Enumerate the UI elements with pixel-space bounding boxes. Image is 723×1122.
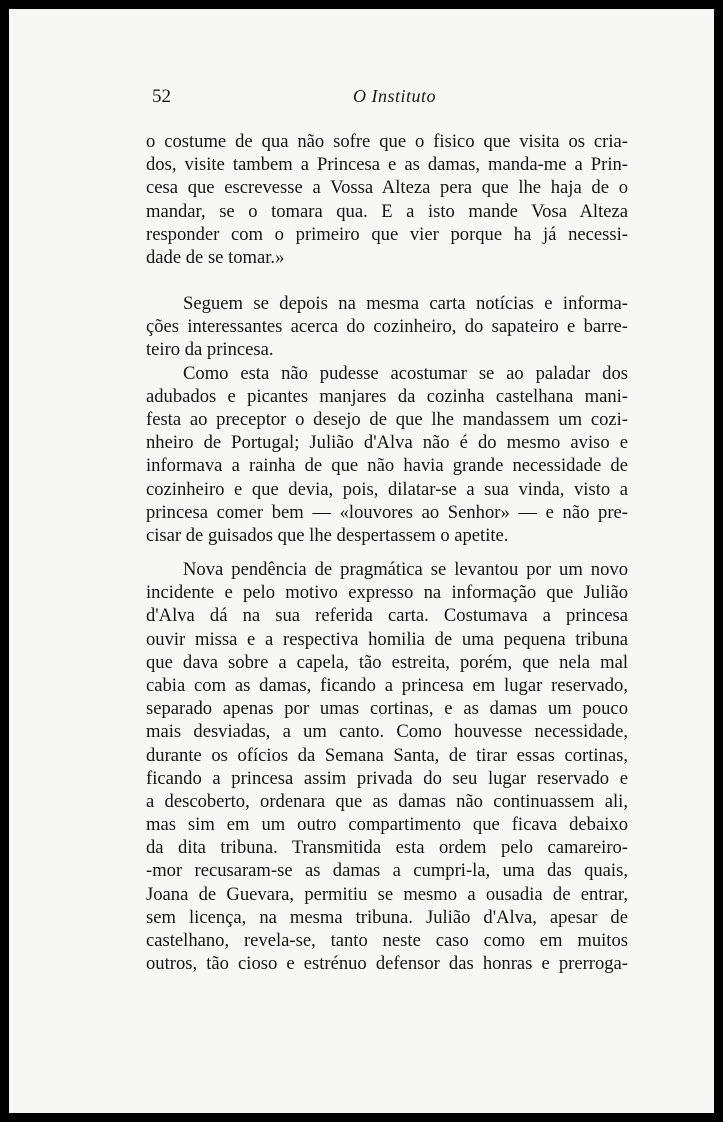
paragraph-tribune [146, 558, 628, 975]
text-line: princesa comer bem — «louvores ao Senhor» — e não pre- [146, 501, 628, 523]
text-line: cesa que escrevesse a Vossa Alteza pera que lhe haja de o [146, 177, 628, 199]
text-line: Joana de Guevara, permitiu se mesmo a ousadia de entrar, [146, 883, 628, 905]
text-line: dos, visite tambem a Princesa e as damas, manda-me a Prin- [146, 154, 628, 176]
text-line: da dita tribuna. Transmitida esta ordem pelo camareiro- [146, 837, 628, 859]
text-line: nheiro de Portugal; Julião d'Alva não é do mesmo aviso e [146, 432, 628, 454]
running-title: O Instituto [353, 86, 437, 106]
text-line: separado apenas por umas cortinas, e as damas um pouco [146, 698, 628, 720]
text-line: Seguem se depois na mesma carta notícias e informa- [183, 293, 628, 314]
text-line: outros, tão cioso e estrénuo defensor das honras e prerroga- [146, 953, 628, 975]
text-line: cisar de guisados que lhe despertassem o apetite. [146, 524, 509, 546]
paragraph-continuation [146, 130, 628, 269]
paragraph-kitchen [146, 292, 628, 547]
text-line: ouvir missa e a respectiva homilia de uma pequena tribuna [146, 628, 628, 650]
text-line: dade de se tomar.» [146, 246, 285, 268]
text-line: incidente e pelo motivo expresso na informação que Julião [146, 582, 628, 604]
text-line: durante os ofícios da Semana Santa, de tirar essas cortinas, [146, 744, 628, 766]
text-line: ções interessantes acerca do cozinheiro, do sapateiro e barre- [146, 316, 628, 338]
text-line: festa ao preceptor o desejo de que lhe mandassem um cozi- [146, 408, 628, 430]
document-page [9, 9, 714, 1113]
text-line: ficando a princesa assim privada do seu lugar reservado e [146, 767, 628, 789]
text-line: teiro da princesa. [146, 339, 274, 361]
page-number: 52 [152, 86, 171, 107]
text-line: mais desviadas, a um canto. Como houvesse necessidade, [146, 721, 628, 743]
text-line: -mor recusaram-se as damas a cumpri-la, uma das quais, [146, 860, 628, 882]
text-line: adubados e picantes manjares da cozinha castelhana mani- [146, 385, 628, 407]
text-line: que dava sobre a capela, tão estreita, porém, que nela mal [146, 651, 628, 673]
text-line: cabia com as damas, ficando a princesa em lugar reservado, [146, 674, 628, 696]
text-line: a descoberto, ordenara que as damas não continuassem ali, [146, 790, 628, 812]
text-line: d'Alva dá na sua referida carta. Costumava a princesa [146, 605, 628, 627]
text-line: informava a rainha de que não havia grande necessidade de [146, 455, 628, 477]
text-line: mas sim em um outro compartimento que ficava debaixo [146, 814, 628, 836]
text-line: mandar, se o tomara qua. E a isto mande Vosa Alteza [146, 200, 628, 222]
text-line: cozinheiro e que devia, pois, dilatar-se a sua vinda, visto a [146, 478, 628, 500]
text-line: responder com o primeiro que vier porque ha já necessi- [146, 223, 628, 245]
text-line: castelhano, revela-se, tanto neste caso como em muitos [146, 930, 628, 951]
text-line: Como esta não pudesse acostumar se ao paladar dos [183, 362, 628, 384]
text-line: o costume de qua não sofre que o fisico que visita os cria- [146, 131, 628, 152]
text-line: Nova pendência de pragmática se levantou por um novo [183, 559, 628, 580]
text-line: sem licença, na mesma tribuna. Julião d'Alva, apesar de [146, 906, 628, 928]
page-header [9, 86, 714, 110]
